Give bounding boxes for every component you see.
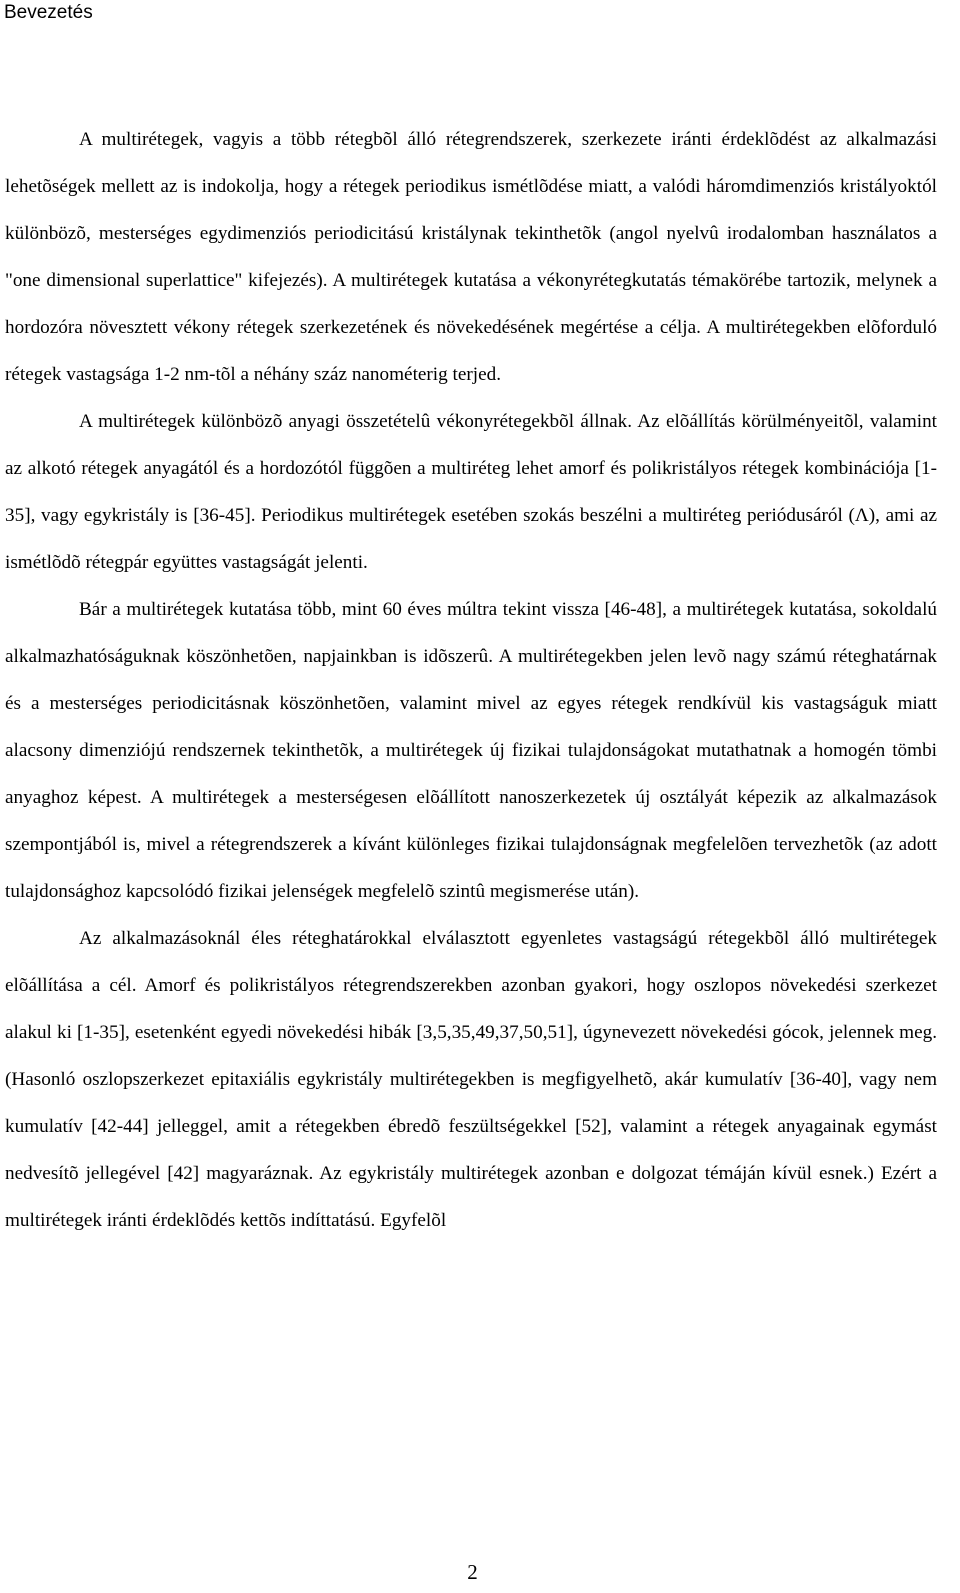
paragraph-3: Bár a multirétegek kutatása több, mint 60 éves múltra tekint vissza [46-48], a multirétegek kutatása, sokoldalú alkalmazhatóságuknak köszönhetõen, napjainkban is idõszerû. A multirétegekben jelen levõ nagy számú réteghatárnak és a mesterséges periodicitásnak köszönhetõen, valamint mivel az egyes rétegek rendkívül kis vastagságuk miatt alacsony dimenziójú rendszernek tekinthetõk, a multirétegek új fizikai tulajdonságokat mutathatnak a homogén tömbi anyaghoz képest. A multirétegek a mesterségesen elõállított nanoszerkezetek új osztályát képezik az alkalmazások szempontjából is, mivel a rétegrendszerek a kívánt különleges fizikai tulajdonságnak megfelelõen tervezhetõk (az adott tulajdonsághoz kapcsolódó fizikai jelenségek megfelelõ szintû megismerése után). <box>5 599 937 902</box>
chapter-title: Bevezetés <box>4 2 93 23</box>
paragraph-1: A multirétegek, vagyis a több rétegbõl álló rétegrendszerek, szerkezete iránti érdeklõdést az alkalmazási lehetõségek mellett az is indokolja, hogy a rétegek periodikus ismétlõdése miatt, a valódi háromdimenziós kristályoktól különbözõ, mesterséges egydimenziós periodicitású kristálynak tekinthetõk (angol nyelvû irodalomban használatos a "one dimensional superlattice" kifejezés). A multirétegek kutatása a vékonyrétegkutatás témakörébe tartozik, melynek a hordozóra növesztett vékony rétegek szerkezetének és növekedésének megértése a célja. A multirétegekben elõforduló rétegek vastagsága 1-2 nm-tõl a néhány száz nanométerig terjed. <box>5 129 937 385</box>
page-number: 2 <box>467 1560 478 1584</box>
body-text <box>5 116 937 1244</box>
paragraph-4: Az alkalmazásoknál éles réteghatárokkal elválasztott egyenletes vastagságú rétegekbõl álló multirétegek elõállítása a cél. Amorf és polikristályos rétegrendszerekben azonban gyakori, hogy oszlopos növekedési szerkezet alakul ki [1-35], esetenként egyedi növekedési hibák [3,5,35,49,37,50,51], úgynevezett növekedési gócok, jelennek meg. (Hasonló oszlopszerkezet epitaxiális egykristály multirétegekben is megfigyelhetõ, akár kumulatív [36-40], vagy nem kumulatív [42-44] jelleggel, amit a rétegekben ébredõ feszültségekkel [52], valamint a rétegek anyagainak egymást nedvesítõ jellegével [42] magyaráznak. Az egykristály multirétegek azonban e dolgozat témáján kívül esnek.) Ezért a multirétegek iránti érdeklõdés kettõs indíttatású. Egyfelõl <box>5 928 937 1231</box>
paragraph-2: A multirétegek különbözõ anyagi összetételû vékonyrétegekbõl állnak. Az elõállítás körülményeitõl, valamint az alkotó rétegek anyagától és a hordozótól függõen a multiréteg lehet amorf és polikristályos rétegek kombinációja [1-35], vagy egykristály is [36-45]. Periodikus multirétegek esetében szokás beszélni a multiréteg periódusáról (Λ), ami az ismétlõdõ rétegpár együttes vastagságát jelenti. <box>5 411 937 573</box>
